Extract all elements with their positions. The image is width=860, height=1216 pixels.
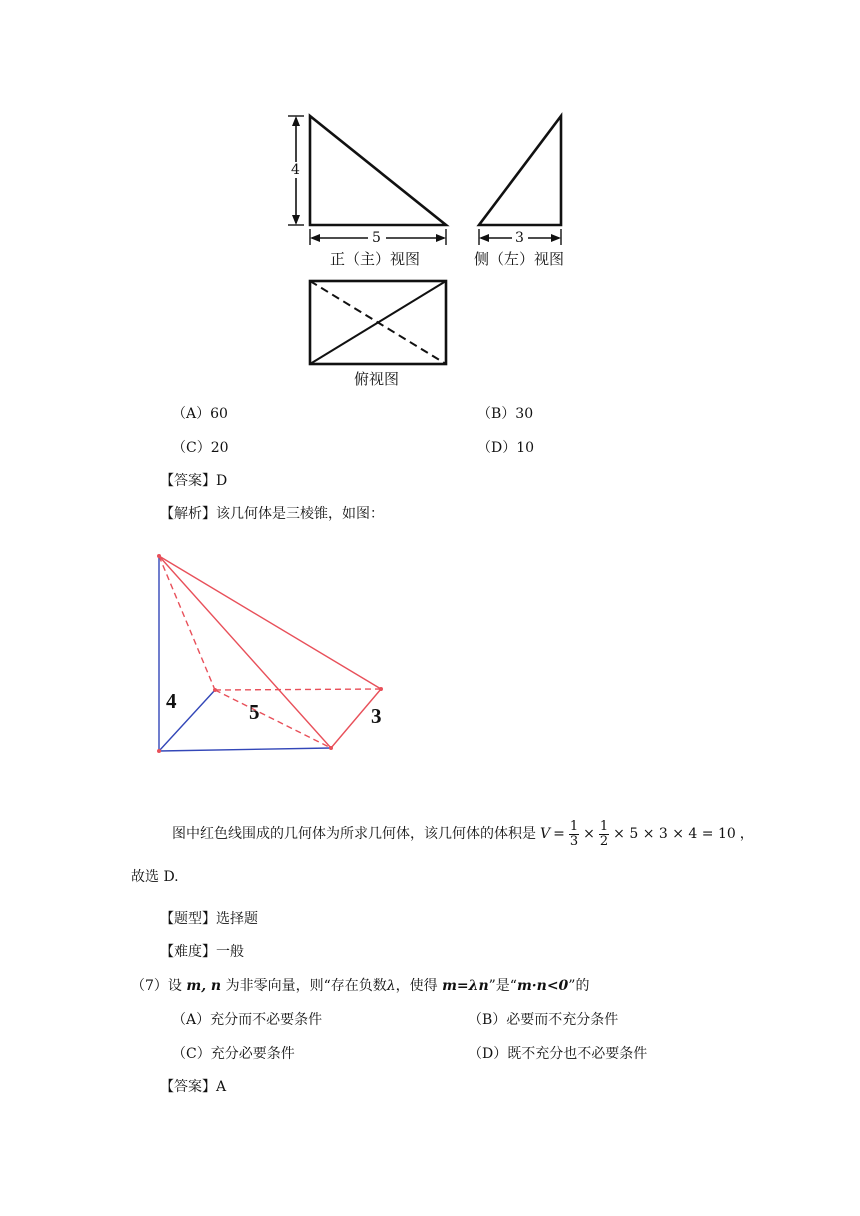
q6-option-d: （D）10	[477, 440, 535, 456]
q6-answer-value: D	[216, 473, 228, 489]
explanation-line-1	[172, 820, 754, 848]
q7-option-c: （C）充分必要条件	[172, 1046, 295, 1062]
q6-analysis-tag: 【解析】	[160, 506, 216, 522]
red-dashed-back-front	[215, 690, 331, 748]
red-dashed-apex-back	[159, 556, 215, 690]
q6-option-b: （B）30	[477, 406, 534, 422]
formula-rest: × 5 × 3 × 4 = 10	[613, 826, 736, 843]
explanation-comma: ，	[739, 826, 754, 843]
top-view-caption: 俯视图	[354, 370, 400, 388]
q6-option-c: （C）20	[172, 440, 229, 456]
formula-v: V	[540, 826, 551, 843]
volume-formula	[540, 820, 736, 848]
fraction-one-half: $\frac{1}{2}$	[599, 819, 609, 849]
side-view-caption: 侧（左）视图	[474, 250, 565, 268]
q6-answer-tag: 【答案】	[160, 473, 216, 489]
figure-label-height: 4	[166, 689, 177, 713]
formula-times: ×	[583, 826, 595, 843]
q7-option-a: （A）充分而不必要条件	[172, 1012, 323, 1028]
front-height-label: 4	[291, 162, 300, 178]
q6-analysis-text: 该几何体是三棱锥，如图：	[216, 506, 384, 522]
explanation-text: 图中红色线围成的几何体为所求几何体，该几何体的体积是	[172, 826, 536, 843]
front-view-caption: 正（主）视图	[330, 250, 421, 268]
side-width-label: 3	[515, 230, 524, 246]
q7-answer: 【答案】A	[160, 1079, 227, 1095]
red-edge-apex-front	[159, 556, 331, 748]
front-width-label: 5	[372, 230, 381, 246]
q6-option-a: （A）60	[172, 406, 228, 422]
fraction-one-third: $\frac{1}{3}$	[569, 819, 579, 849]
q7-option-d: （D）既不充分也不必要条件	[468, 1046, 648, 1062]
q7-option-b: （B）必要而不充分条件	[468, 1012, 619, 1028]
blue-base-edge	[159, 748, 331, 751]
q7-lambda: λ	[386, 978, 396, 994]
q7-vars: m, n	[186, 978, 222, 994]
q7-stem: （7）设 m, n 为非零向量，则“存在负数λ，使得 m=λn”是“m·n<0”的	[131, 978, 590, 994]
figure-label-side: 3	[371, 704, 382, 728]
q6-type: 【题型】选择题	[160, 911, 258, 927]
q7-inequality: m·n<0	[516, 978, 569, 994]
formula-eq: =	[553, 826, 565, 843]
figure-label-diag: 5	[249, 700, 260, 724]
explanation-line-2: 故选 D.	[131, 869, 179, 885]
q7-equation: m=λn	[442, 978, 489, 994]
red-edge-apex-right	[159, 556, 381, 689]
q6-difficulty: 【难度】一般	[160, 944, 244, 960]
red-dashed-back-right	[215, 689, 381, 690]
